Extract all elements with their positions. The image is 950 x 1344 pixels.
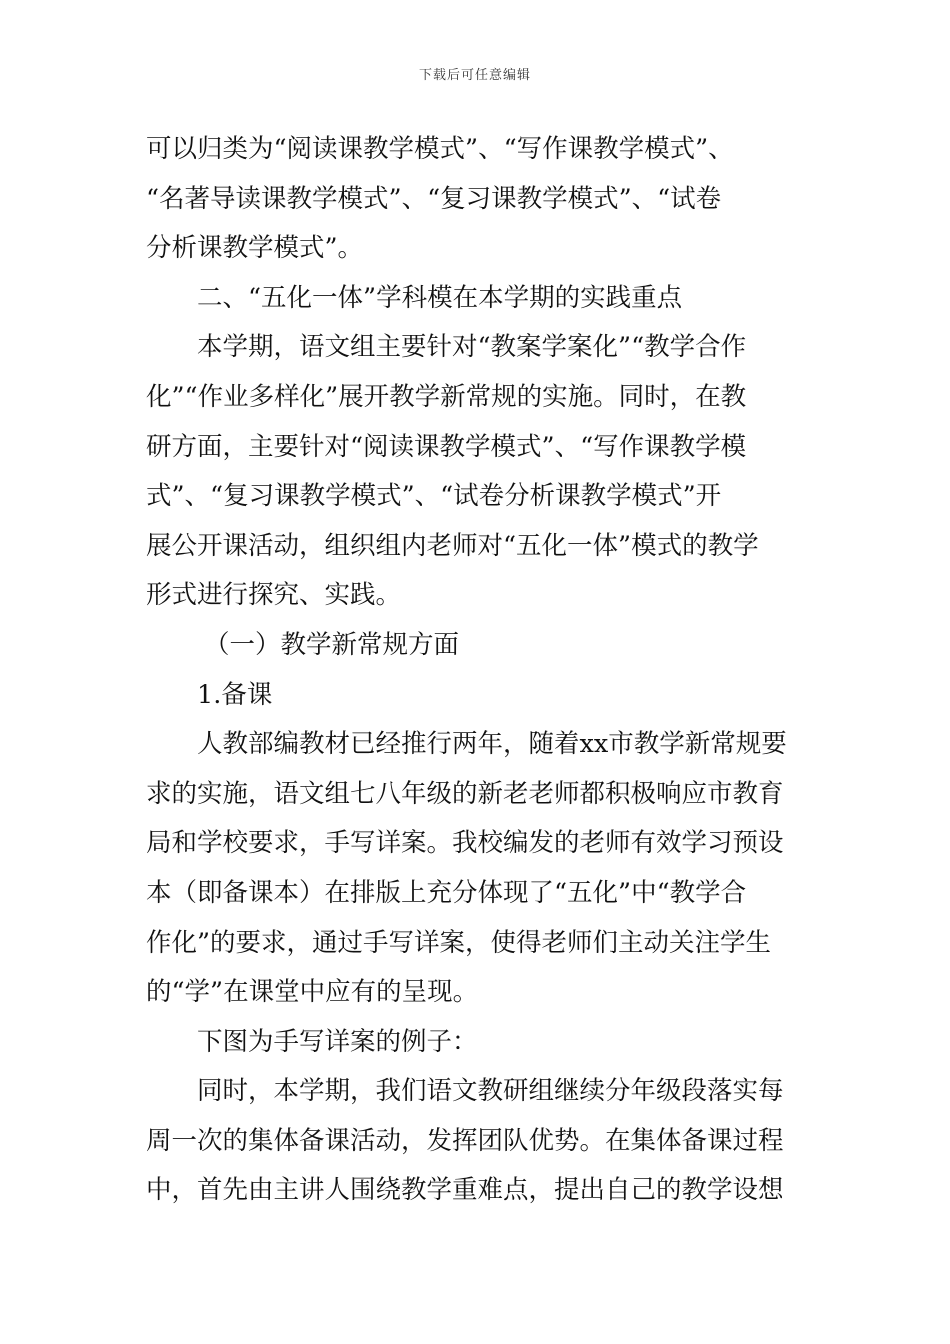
subsection-heading: （一）教学新常规方面: [204, 629, 460, 660]
text-line: 中，首先由主讲人围绕教学重难点，提出自己的教学设想: [146, 1175, 784, 1206]
text-line: 作化”的要求，通过手写详案，使得老师们主动关注学生: [146, 927, 772, 958]
text-line: 同时，本学期，我们语文教研组继续分年级段落实每: [197, 1076, 784, 1107]
text-line: “名著导读课教学模式”、“复习课教学模式”、“试卷: [146, 183, 722, 214]
text-line: 展公开课活动，组织组内老师对“五化一体”模式的教学: [146, 530, 759, 561]
text-line: 形式进行探究、实践。: [146, 580, 402, 611]
text-line: 研方面，主要针对“阅读课教学模式”、“写作课教学模: [146, 431, 747, 462]
section-heading: 二、“五化一体”学科模在本学期的实践重点: [197, 282, 683, 313]
text-line: 本（即备课本）在排版上充分体现了“五化”中“教学合: [146, 877, 747, 908]
header-note: 下载后可任意编辑: [418, 68, 531, 83]
text-line: 本学期，语文组主要针对“教案学案化”“教学合作: [197, 332, 747, 363]
document-body: [146, 125, 806, 1216]
text-line: 人教部编教材已经推行两年，随着xx市教学新常规要: [197, 729, 787, 760]
text-line: 下图为手写详案的例子：: [197, 1026, 478, 1057]
text-line: 分析课教学模式”。: [146, 233, 364, 264]
text-line: 可以归类为“阅读课教学模式”、“写作课教学模式”、: [146, 134, 734, 164]
text-line: 周一次的集体备课活动，发挥团队优势。在集体备课过程: [146, 1125, 784, 1156]
text-line: 的“学”在课堂中应有的呈现。: [146, 977, 479, 1008]
text-line: 求的实施，语文组七八年级的新老老师都积极响应市教育: [146, 778, 784, 809]
text-line: 式”、“复习课教学模式”、“试卷分析课教学模式”开: [146, 481, 722, 512]
text-line: 局和学校要求，手写详案。我校编发的老师有效学习预设: [146, 828, 784, 859]
text-line: 化”“作业多样化”展开教学新常规的实施。同时，在教: [146, 381, 747, 412]
item-heading: 1.备课: [197, 679, 273, 710]
